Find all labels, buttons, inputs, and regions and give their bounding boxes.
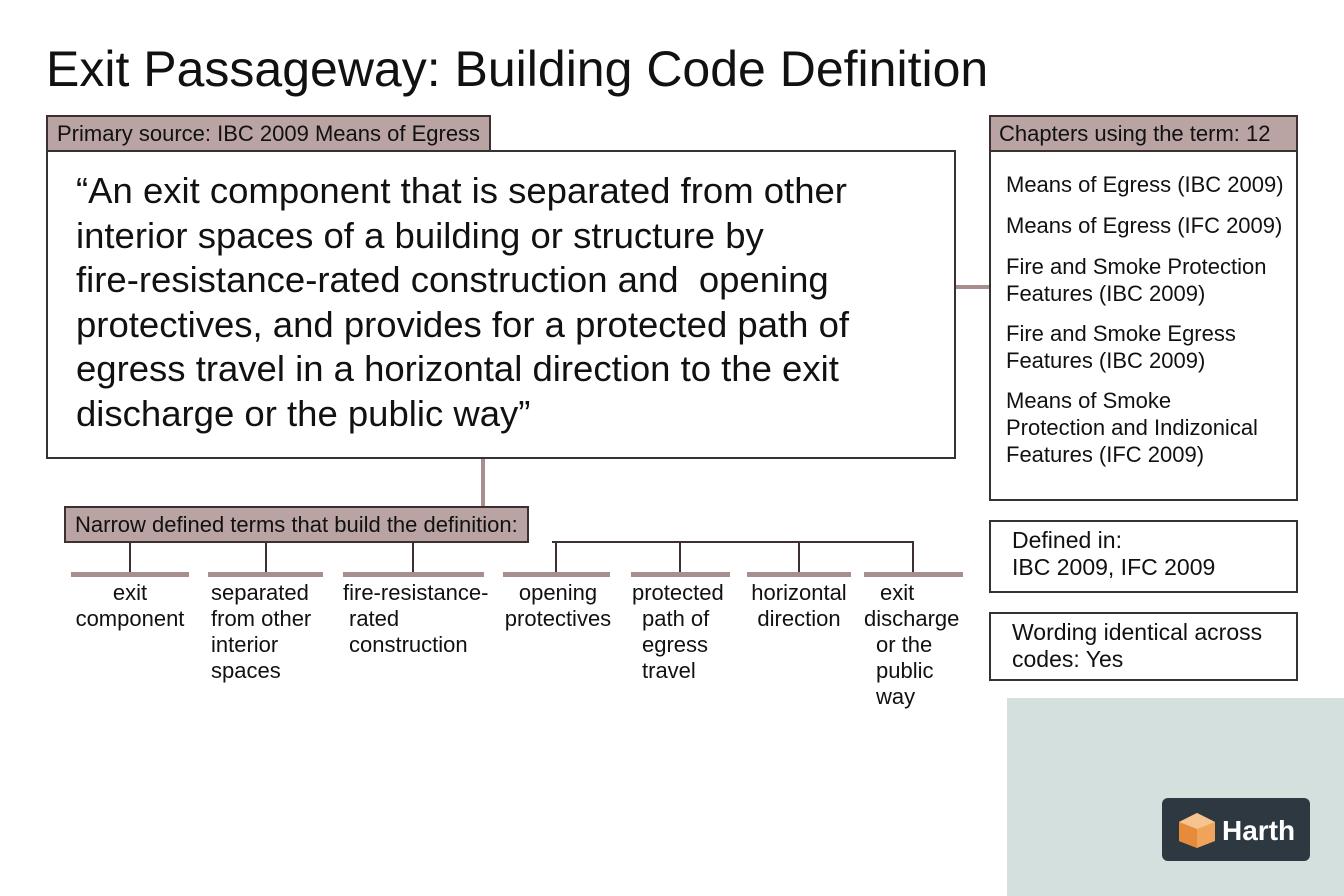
term-exit-component: exit component	[75, 580, 185, 631]
corner-panel	[1007, 698, 1344, 896]
term-bar	[864, 572, 963, 577]
term-stem	[679, 541, 681, 573]
term-bar	[503, 572, 610, 577]
term-bar	[208, 572, 323, 577]
definition-line: “An exit component that is separated from other	[76, 170, 847, 211]
harth-logo-icon	[1176, 810, 1218, 850]
connector-definition-chapters	[956, 285, 989, 289]
definition-text	[76, 169, 936, 436]
chapters-heading: Chapters using the term: 12	[989, 115, 1298, 152]
harth-logo-text: Harth	[1222, 815, 1296, 846]
term-stem	[912, 541, 914, 573]
definition-line: protectives, and provides for a protected path of	[76, 303, 850, 345]
definition-line: discharge or the public way”	[76, 392, 531, 434]
term-exit-discharge-or-the-public-way: exit discharge or the public way	[864, 580, 960, 709]
page-title: Exit Passageway: Building Code Definition	[46, 41, 989, 97]
chapter-item: Means of Egress (IBC 2009)	[1006, 172, 1284, 197]
term-stem	[555, 541, 557, 573]
defined-in-text: Defined in: IBC 2009, IFC 2009	[1012, 527, 1216, 580]
chapter-item: Fire and Smoke Protection Features (IBC 2009)	[1006, 254, 1267, 306]
term-opening-protectives: opening protectives	[504, 580, 612, 631]
chapter-item: Means of Smoke Protection and Indizonical Features (IFC 2009)	[1006, 388, 1258, 467]
term-bar	[71, 572, 189, 577]
term-bar	[631, 572, 730, 577]
terms-horizontal-line	[552, 541, 913, 543]
definition-line: interior spaces of a building or structure by	[76, 214, 764, 256]
term-stem	[129, 543, 131, 573]
definition-line: fire-resistance-rated construction and opening	[76, 259, 829, 300]
wording-text: Wording identical across codes: Yes	[1012, 619, 1263, 672]
term-protected-path-of-egress-travel: protected path of egress travel	[632, 580, 724, 683]
term-stem	[798, 541, 800, 573]
chapter-item: Means of Egress (IFC 2009)	[1006, 213, 1283, 238]
definition-line: egress travel in a horizontal direction to the exit	[76, 348, 839, 389]
chapter-item: Fire and Smoke Egress Features (IBC 2009)	[1006, 321, 1236, 373]
term-stem	[265, 543, 267, 573]
term-bar	[343, 572, 484, 577]
term-fire-resistance-rated-construction: fire-resistance- rated construction	[343, 580, 489, 657]
term-separated-from-other-interior-spaces: separated from other interior spaces	[211, 580, 312, 683]
narrow-terms-heading: Narrow defined terms that build the definition:	[64, 506, 529, 543]
term-bar	[747, 572, 851, 577]
term-horizontal-direction: horizontal direction	[751, 580, 847, 631]
connector-definition-terms	[481, 459, 485, 507]
term-stem	[412, 543, 414, 573]
primary-source-tag: Primary source: IBC 2009 Means of Egress	[46, 115, 491, 152]
definition-box	[46, 150, 956, 459]
